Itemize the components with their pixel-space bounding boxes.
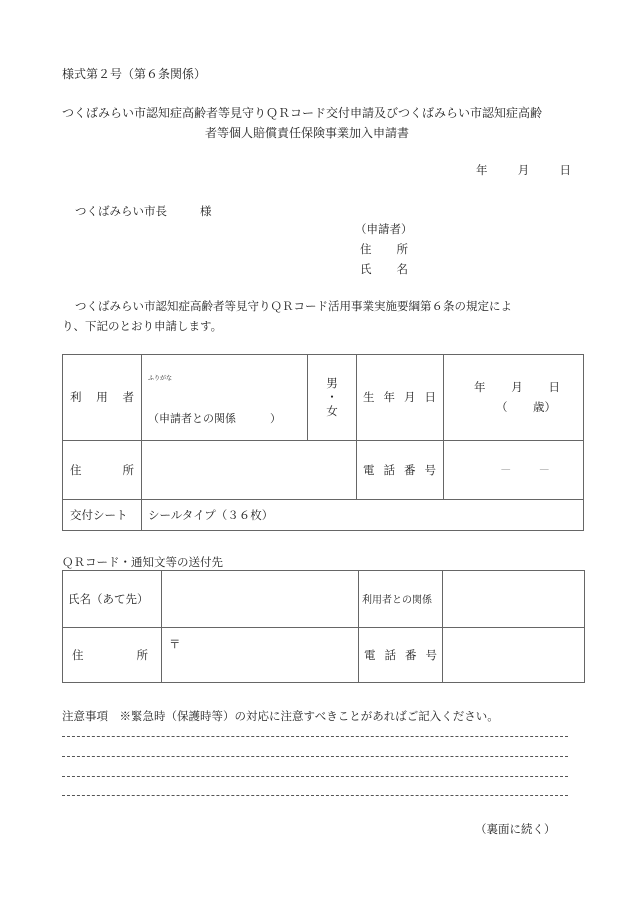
label-char: 番 bbox=[404, 462, 416, 477]
divider bbox=[443, 354, 444, 499]
label-char: 用 bbox=[96, 390, 108, 404]
label-char: 所 bbox=[136, 648, 148, 662]
form-title-line1: つくばみらい市認知症高齢者等見守りＱＲコード交付申請及びつくばみらい市認知症高齢 bbox=[62, 106, 543, 120]
postal-mark: 〒 bbox=[169, 637, 181, 651]
date-day: 日 bbox=[559, 163, 571, 177]
age-open: （ bbox=[496, 400, 508, 414]
recipient-name-input[interactable] bbox=[162, 571, 357, 626]
label-char: 氏 bbox=[360, 262, 372, 276]
recipient-relation-input[interactable] bbox=[443, 571, 583, 626]
label-char: 話 bbox=[384, 648, 396, 662]
divider bbox=[356, 354, 357, 499]
notes-line[interactable] bbox=[62, 756, 568, 757]
birth-year: 年 bbox=[474, 380, 486, 394]
birth-month: 月 bbox=[511, 380, 523, 394]
phone-dash: － bbox=[500, 462, 512, 477]
birth-day: 日 bbox=[548, 380, 560, 394]
date-field[interactable] bbox=[476, 162, 571, 178]
user-phone-input[interactable] bbox=[500, 440, 550, 499]
label-char: 名 bbox=[396, 262, 408, 276]
divider bbox=[358, 570, 359, 683]
age-input[interactable] bbox=[496, 399, 556, 415]
date-month: 月 bbox=[517, 163, 530, 177]
addressee-honorific: 様 bbox=[200, 204, 212, 218]
recipient-relation-label: 利用者との関係 bbox=[362, 595, 432, 606]
user-name-input[interactable] bbox=[142, 380, 306, 408]
recipient-address-label bbox=[72, 627, 148, 683]
notes-label: 注意事項 ※緊急時（保護時等）の対応に注意すべきことがあればご記入ください。 bbox=[62, 709, 499, 723]
gender-male[interactable]: 男 bbox=[326, 376, 338, 390]
gender-female[interactable]: 女 bbox=[326, 404, 338, 418]
body-text-line2: り、下記のとおり申請します。 bbox=[62, 319, 223, 333]
label-char: 月 bbox=[404, 390, 416, 404]
phone-dash: － bbox=[538, 462, 550, 477]
addressee-name: つくばみらい市長 bbox=[75, 204, 167, 218]
birthdate-input[interactable] bbox=[474, 379, 560, 395]
gender-selector[interactable] bbox=[308, 376, 356, 418]
recipient-address-input[interactable] bbox=[162, 628, 357, 682]
recipient-heading: ＱＲコード・通知文等の送付先 bbox=[62, 555, 223, 569]
age-unit: 歳） bbox=[533, 400, 556, 414]
user-address-input[interactable] bbox=[142, 441, 355, 498]
label-char: 所 bbox=[396, 242, 408, 256]
label-char: 利 bbox=[70, 390, 82, 404]
gender-separator: ・ bbox=[326, 390, 338, 404]
label-char: 番 bbox=[405, 648, 417, 662]
label-char: 電 bbox=[364, 648, 376, 662]
label-char: 号 bbox=[425, 648, 437, 662]
label-char: 年 bbox=[383, 390, 395, 404]
form-number: 様式第２号（第６条関係） bbox=[62, 67, 207, 81]
body-text-line1: つくばみらい市認知症高齢者等見守りＱＲコード活用事業実施要綱第６条の規定によ bbox=[75, 299, 512, 313]
label-char: 号 bbox=[424, 462, 436, 477]
recipient-phone-input[interactable] bbox=[443, 628, 583, 682]
label-char: 住 bbox=[72, 648, 84, 662]
form-title-line2: 者等個人賠償責任保険事業加入申請書 bbox=[205, 126, 410, 140]
relation-close: ） bbox=[270, 412, 281, 425]
relation-label: （申請者との関係 bbox=[148, 412, 236, 425]
label-char: 所 bbox=[122, 462, 134, 477]
user-label bbox=[70, 354, 134, 440]
label-char: 電 bbox=[363, 462, 375, 477]
continued-note: （裏面に続く） bbox=[475, 822, 556, 836]
label-char: 生 bbox=[363, 390, 375, 404]
notes-line[interactable] bbox=[62, 776, 568, 777]
notes-line[interactable] bbox=[62, 795, 568, 796]
label-char: 話 bbox=[383, 462, 395, 477]
sheet-label: 交付シート bbox=[70, 507, 128, 522]
label-char: 住 bbox=[70, 462, 82, 477]
label-char: 日 bbox=[424, 390, 436, 404]
recipient-name-label: 氏名（あて先） bbox=[68, 591, 149, 606]
date-year: 年 bbox=[476, 163, 488, 177]
recipient-phone-label bbox=[364, 627, 437, 683]
sheet-value: シールタイプ（３６枚） bbox=[148, 507, 274, 522]
applicant-name-label bbox=[360, 261, 408, 277]
user-address-label bbox=[70, 440, 134, 499]
birthdate-label bbox=[363, 354, 436, 440]
notes-line[interactable] bbox=[62, 736, 568, 737]
furigana-label: ふりがな bbox=[148, 375, 173, 382]
user-phone-label bbox=[363, 440, 436, 499]
applicant-address-label bbox=[360, 241, 408, 257]
label-char: 住 bbox=[360, 242, 372, 256]
applicant-label: （申請者） bbox=[355, 222, 413, 236]
label-char: 者 bbox=[122, 390, 134, 404]
